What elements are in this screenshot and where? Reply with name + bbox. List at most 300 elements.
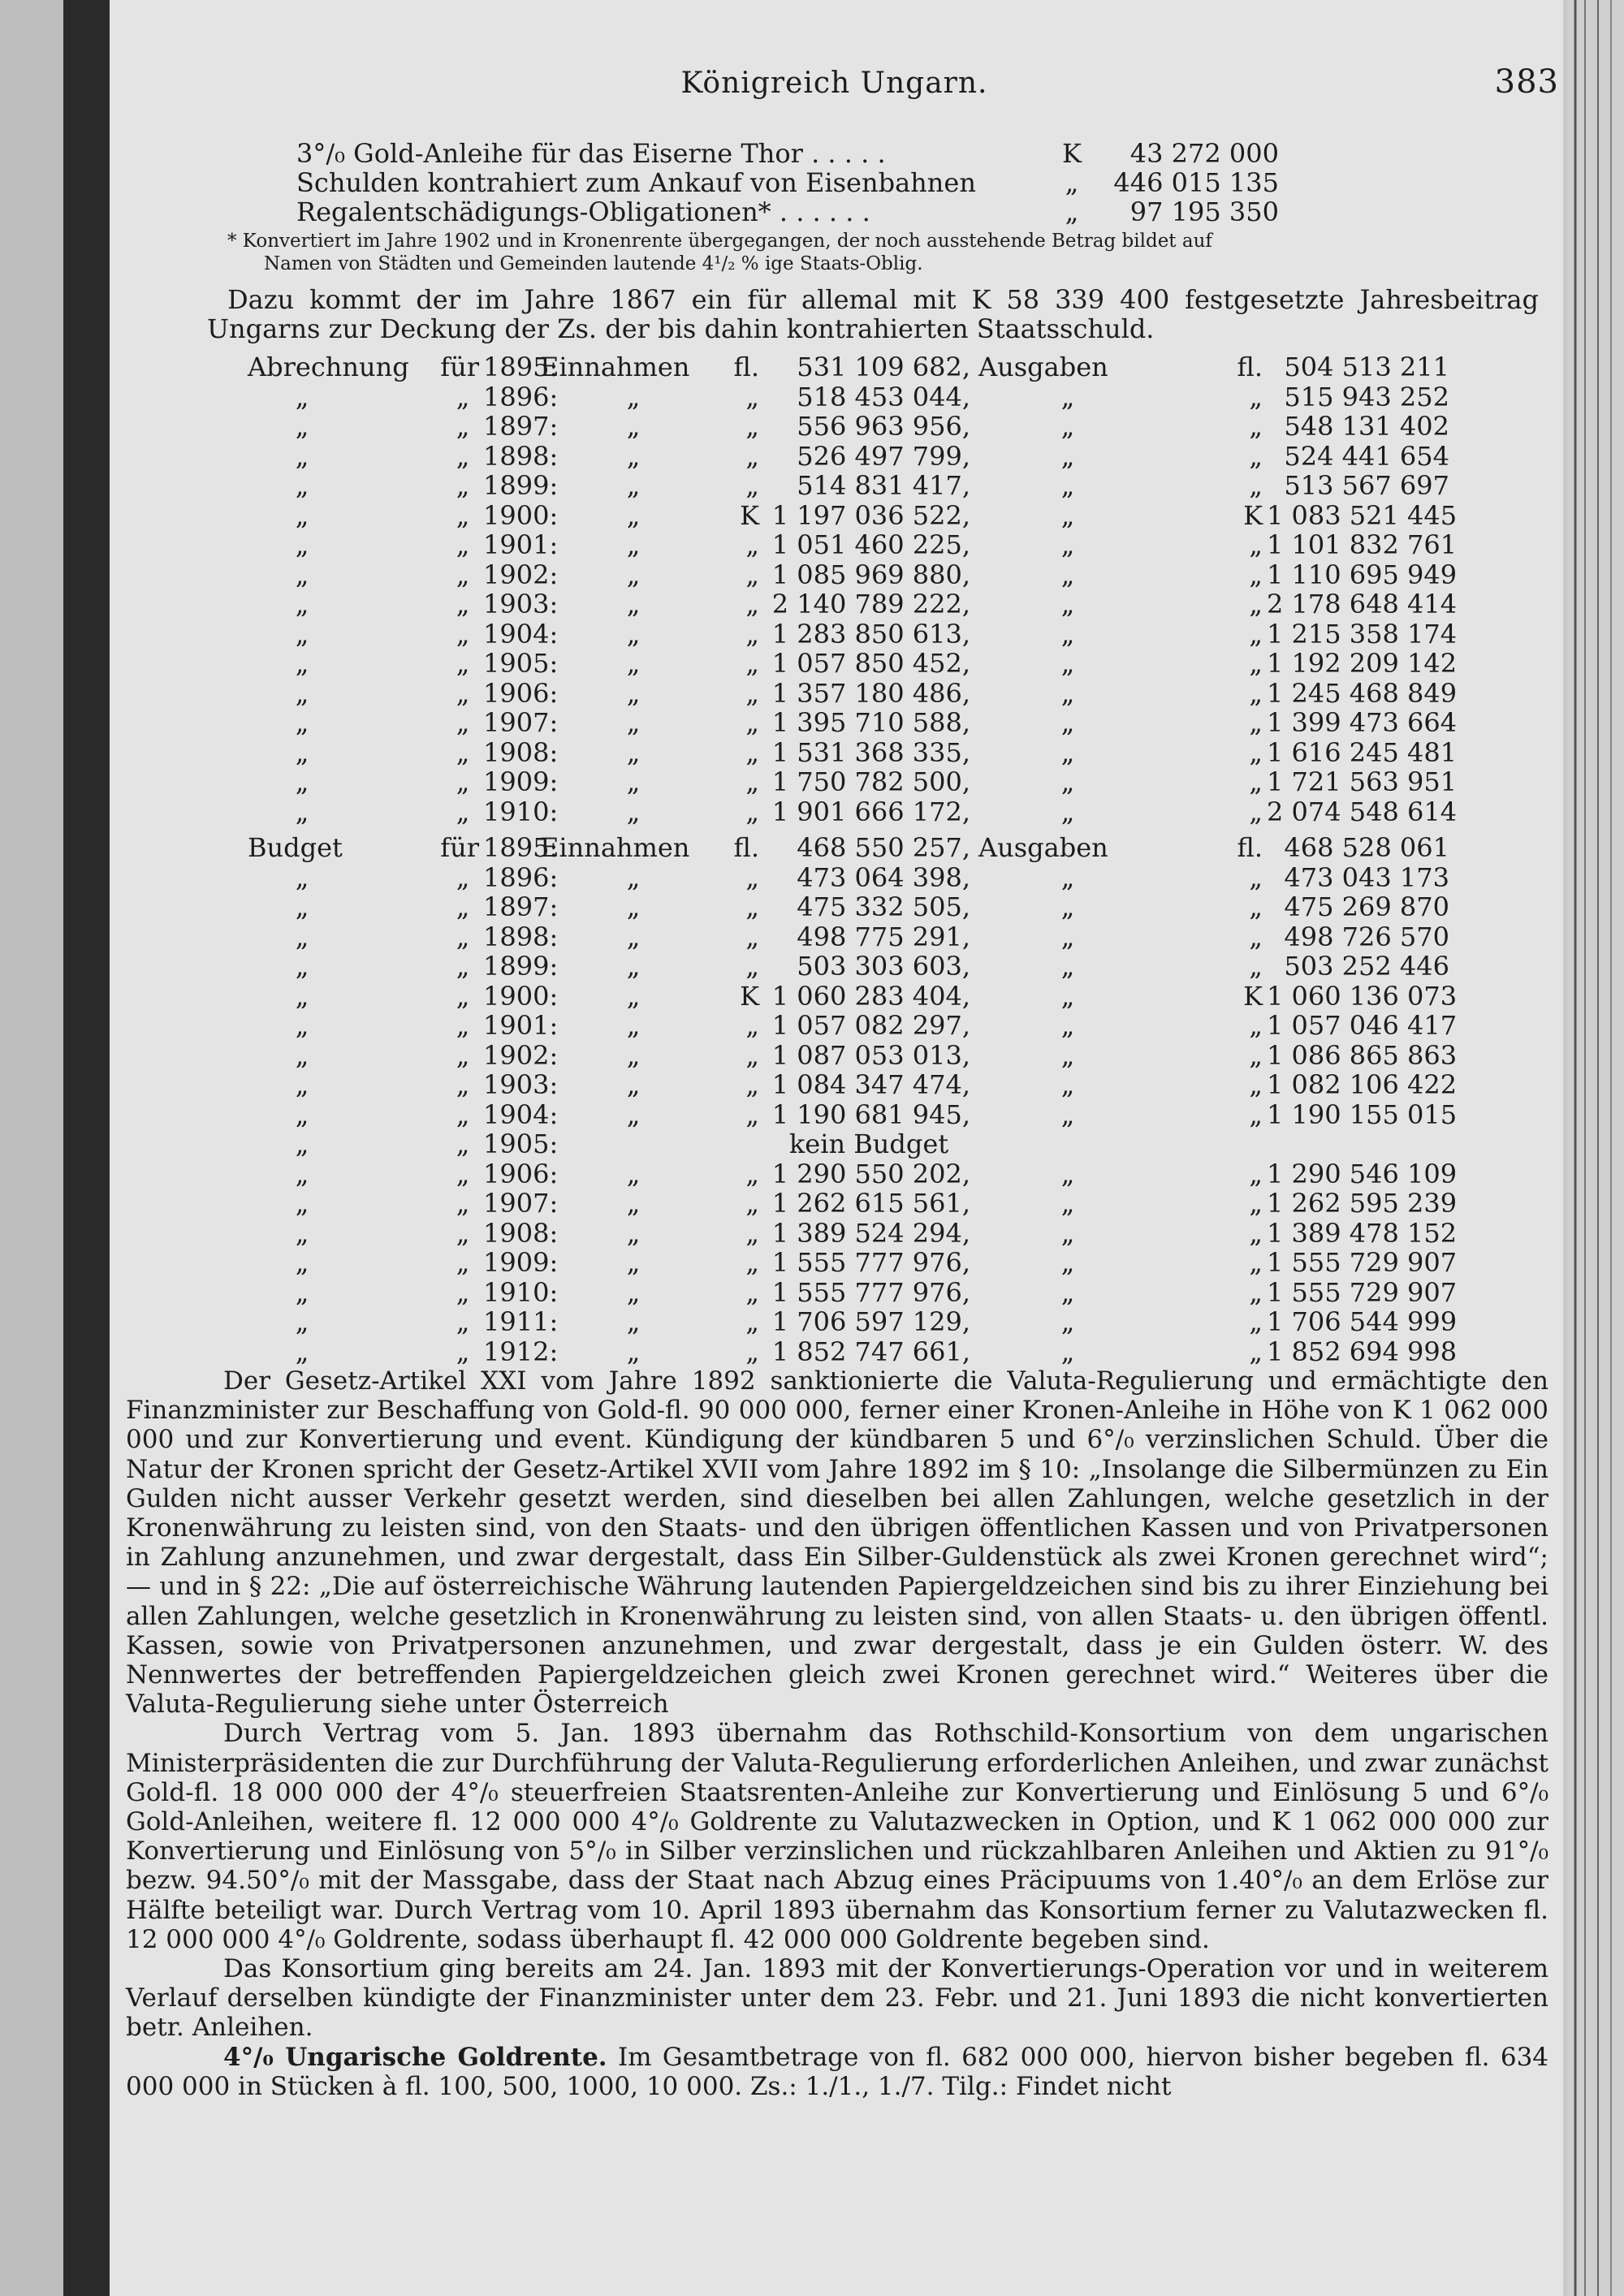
income-currency: „ (745, 921, 759, 952)
outlay-value: 524 441 654 (1284, 440, 1449, 472)
outlay-value: 1 086 865 863 (1267, 1039, 1458, 1071)
income-currency: „ (745, 861, 759, 893)
year-cell: 1903: (483, 1069, 559, 1100)
ditto-mark: „ (295, 1306, 309, 1337)
outlay-currency: „ (1249, 1188, 1263, 1219)
einnahmen-label: Einnahmen (540, 832, 690, 863)
income-currency: K (740, 980, 759, 1012)
ditto-mark: „ (1060, 440, 1075, 472)
table-row (248, 766, 1458, 797)
table-row (248, 648, 1458, 679)
ditto-mark: „ (295, 1247, 309, 1278)
debt-currency: „ (1065, 167, 1079, 198)
debt-list (296, 138, 1433, 226)
binding-strip (63, 0, 110, 2296)
ditto-mark: „ (626, 1247, 641, 1278)
paragraph-valuta-regulierung: Der Gesetz-Artikel XXI vom Jahre 1892 sanktionierte die Valuta-Regulierung und ermächtigte den Finanzminister zur Beschaffung von Gold-fl. 90 000 000, ferner einer Kronen-Anleihe in Höhe von K 1 062 000 000 und zur Konvertierung und event. Kündigung der kündbaren 5 und 6°/₀ verzinslichen Schuld. Über die Natur der Kronen spricht der Gesetz-Artikel XVII vom Jahre 1892 im § 10: „Insolange die Silbermünzen zu Ein Gulden nicht ausser Verkehr gesetzt werden, sind dieselben bei allen Zahlungen, welche gesetzlich in der Kronenwährung zu leisten sind, von den Staats- und den übrigen öffentlichen Kassen und von Privatpersonen in Zahlung anzunehmen, und zwar dergestalt, dass Ein Silber-Guldenstück als zwei Kronen gerechnet wird“; — und in § 22: „Die auf österreichische Währung lautenden Papiergeldzeichen sind bis zu ihrer Einziehung bei allen Zahlungen, welche gesetzlich in Kronenwährung zu leisten sind, von allen Staats- u. den übrigen öffentl. Kassen, sowie von Privatpersonen anzunehmen, und zwar dergestalt, dass je ein Gulden österr. W. des Nennwertes der betreffenden Papiergeldzeichen gleich zwei Kronen gerechnet wird.“ Weiteres über die Valuta-Regulierung siehe unter Österreich (126, 1366, 1548, 1720)
income-currency: „ (745, 707, 759, 738)
table-row (248, 951, 1449, 982)
debt-currency: K (1062, 138, 1082, 169)
outlay-currency: „ (1249, 440, 1263, 472)
income-currency: „ (745, 766, 759, 797)
outlay-currency: fl. (1237, 352, 1263, 382)
ditto-mark: „ (1060, 736, 1075, 768)
income-value: 1 190 681 945, (771, 1098, 970, 1130)
income-value: 518 453 044, (797, 381, 970, 412)
ditto-mark: „ (456, 861, 470, 893)
paragraph-konvertierung: Das Konsortium ging bereits am 24. Jan. 1893 mit der Konvertierungs-Operation vor und in weiterem Verlauf derselben kündigte der Finanzminister unter dem 23. Febr. und 21. Juni 1893 die nicht konvertierten betr. Anleihen. (126, 1954, 1548, 2043)
ditto-mark: „ (626, 1010, 641, 1041)
year-cell: 1898: (483, 921, 559, 952)
income-value: 526 497 799, (797, 440, 970, 472)
year-cell: 1905: (483, 1129, 559, 1159)
income-value: 1 057 082 297, (771, 1010, 970, 1041)
ditto-mark: „ (1060, 559, 1075, 590)
outlay-currency: „ (1249, 891, 1263, 922)
ditto-mark: „ (456, 980, 470, 1012)
income-value: 1 051 460 225, (771, 529, 970, 560)
debt-amount: 97 195 350 (1129, 196, 1279, 227)
income-value: 1 555 777 976, (771, 1247, 970, 1278)
outlay-value: 504 513 211 (1284, 352, 1449, 382)
ditto-mark: „ (626, 1336, 641, 1367)
footnote-line: Namen von Städten und Gemeinden lautende 4¹/₂ % ige Staats-Oblig. (264, 253, 923, 274)
ditto-mark: „ (626, 499, 641, 531)
outlay-value: 513 567 697 (1284, 470, 1449, 501)
intro-text: Dazu kommt der im Jahre 1867 ein für allemal mit K 58 339 400 festgesetzte Jahresbeitrag Ungarns zur Deckung der Zs. der bis dahin kontrahierten Staatsschuld. (207, 284, 1539, 344)
ditto-mark: „ (456, 381, 470, 412)
ditto-mark: „ (626, 1069, 641, 1100)
ditto-mark: „ (456, 411, 470, 442)
outlay-value: 498 726 570 (1284, 921, 1449, 952)
income-value: 1 085 969 880, (771, 559, 970, 590)
ditto-mark: „ (626, 1306, 641, 1337)
year-cell: 1907: (483, 707, 559, 738)
einnahmen-label: Einnahmen (540, 352, 690, 382)
ditto-mark: „ (295, 1336, 309, 1367)
ditto-mark: „ (1060, 1010, 1075, 1041)
outlay-currency: „ (1249, 470, 1263, 501)
page-number: 383 (1494, 63, 1559, 101)
outlay-currency: „ (1249, 861, 1263, 893)
year-cell: 1905: (483, 648, 559, 679)
page-header (110, 63, 1559, 112)
ditto-mark: „ (626, 707, 641, 738)
income-value: 1 057 850 452, (771, 648, 970, 679)
income-value: 1 555 777 976, (771, 1276, 970, 1308)
ditto-mark: „ (456, 1336, 470, 1367)
table-row (248, 470, 1449, 501)
income-currency: „ (745, 1069, 759, 1100)
ditto-mark: „ (626, 861, 641, 893)
ditto-mark: „ (295, 1069, 309, 1100)
table-row (248, 1188, 1458, 1219)
table-row (248, 891, 1449, 922)
outlay-value: 1 616 245 481 (1267, 736, 1458, 768)
ditto-mark: „ (1060, 891, 1075, 922)
table-row (248, 980, 1458, 1012)
ditto-mark: „ (1060, 766, 1075, 797)
debt-description: Schulden kontrahiert zum Ankauf von Eisenbahnen (296, 167, 976, 198)
ditto-mark: „ (626, 1217, 641, 1249)
ditto-mark: „ (626, 736, 641, 768)
income-currency: „ (745, 1188, 759, 1219)
income-value: 1 750 782 500, (771, 766, 970, 797)
ditto-mark: „ (456, 796, 470, 827)
ditto-mark: „ (456, 470, 470, 501)
table-row (248, 1247, 1458, 1278)
table-row (248, 921, 1449, 952)
year-cell: 1897: (483, 411, 559, 442)
year-cell: 1903: (483, 589, 559, 619)
table-row (248, 1129, 1425, 1159)
goldrente-text: Im Gesamtbetrage von fl. 682 000 000, hiervon bisher begeben fl. 634 000 000 in Stücken à fl. 100, 500, 1000, 10 000. Zs.: 1./1., 1./7. Tilg.: Findet nicht (126, 2042, 1549, 2101)
ditto-mark: „ (626, 1188, 641, 1219)
ditto-mark: „ (626, 677, 641, 709)
income-currency: „ (745, 1098, 759, 1130)
year-cell: 1912: (483, 1336, 559, 1367)
income-currency: „ (745, 1306, 759, 1337)
income-currency: K (740, 499, 759, 531)
outlay-currency: „ (1249, 677, 1263, 709)
outlay-currency: „ (1249, 1010, 1263, 1041)
table-row (248, 1276, 1458, 1308)
year-cell: 1910: (483, 796, 559, 827)
ditto-mark: „ (295, 1039, 309, 1071)
ditto-mark: „ (295, 796, 309, 827)
income-currency: „ (745, 589, 759, 619)
ditto-mark: „ (456, 1158, 470, 1189)
fuer-label: für (440, 352, 479, 382)
ditto-mark: „ (295, 861, 309, 893)
ditto-mark: „ (1060, 1158, 1075, 1189)
income-currency: „ (745, 1039, 759, 1071)
ditto-mark: „ (456, 1039, 470, 1071)
ditto-mark: „ (295, 921, 309, 952)
outlay-value: 1 399 473 664 (1267, 707, 1458, 738)
ditto-mark: „ (456, 1069, 470, 1100)
ditto-mark: „ (1060, 470, 1075, 501)
outlay-value: 1 262 595 239 (1267, 1188, 1458, 1219)
ditto-mark: „ (295, 1188, 309, 1219)
outlay-currency: „ (1249, 1039, 1263, 1071)
ditto-mark: „ (626, 589, 641, 619)
income-currency: „ (745, 559, 759, 590)
footnote-line: * Konvertiert im Jahre 1902 und in Kronenrente übergegangen, der noch ausstehende Betrag bildet auf (227, 231, 1212, 252)
ditto-mark: „ (1060, 1039, 1075, 1071)
year-cell: 1901: (483, 529, 559, 560)
ditto-mark: „ (1060, 1069, 1075, 1100)
ditto-mark: „ (456, 736, 470, 768)
ditto-mark: „ (295, 1158, 309, 1189)
income-value: 1 357 180 486, (771, 677, 970, 709)
ausgaben-label: Ausgaben (978, 832, 1108, 863)
income-currency: „ (745, 736, 759, 768)
ditto-mark: „ (626, 1276, 641, 1308)
income-value: 1 197 036 522, (771, 499, 970, 531)
outlay-value: 1 290 546 109 (1267, 1158, 1458, 1189)
income-currency: „ (745, 1010, 759, 1041)
debt-row (296, 138, 1433, 167)
outlay-value: 1 555 729 907 (1267, 1247, 1458, 1278)
outlay-value: 1 101 832 761 (1267, 529, 1458, 560)
income-value: 503 303 603, (797, 951, 970, 982)
outlay-value: 1 389 478 152 (1267, 1217, 1458, 1249)
ditto-mark: „ (1060, 499, 1075, 531)
income-currency: „ (745, 677, 759, 709)
ditto-mark: „ (1060, 1188, 1075, 1219)
income-currency: „ (745, 411, 759, 442)
outlay-value: 1 215 358 174 (1267, 618, 1458, 650)
ditto-mark: „ (1060, 1336, 1075, 1367)
income-currency: „ (745, 1247, 759, 1278)
outlay-value: 548 131 402 (1284, 411, 1449, 442)
ditto-mark: „ (295, 891, 309, 922)
income-value: 1 060 283 404, (771, 980, 970, 1012)
outlay-currency: „ (1249, 1276, 1263, 1308)
year-cell: 1906: (483, 1158, 559, 1189)
outlay-value: 475 269 870 (1284, 891, 1449, 922)
table-row (248, 440, 1449, 472)
outlay-value: 1 192 209 142 (1267, 648, 1458, 679)
outlay-currency: „ (1249, 559, 1263, 590)
running-title: Königreich Ungarn. (680, 67, 988, 100)
outlay-currency: „ (1249, 648, 1263, 679)
income-currency: „ (745, 470, 759, 501)
ausgaben-label: Ausgaben (978, 352, 1108, 382)
ditto-mark: „ (295, 736, 309, 768)
income-value: 1 531 368 335, (771, 736, 970, 768)
outlay-currency: „ (1249, 411, 1263, 442)
ditto-mark: „ (295, 470, 309, 501)
outlay-value: 503 252 446 (1284, 951, 1449, 982)
budget-table (248, 832, 1458, 1367)
table-row (248, 1217, 1458, 1249)
year-cell: 1895: (483, 352, 559, 382)
income-currency: „ (745, 618, 759, 650)
income-value: 1 901 666 172, (771, 796, 970, 827)
ditto-mark: „ (1060, 1217, 1075, 1249)
ditto-mark: „ (295, 980, 309, 1012)
ditto-mark: „ (1060, 411, 1075, 442)
outlay-value: 1 721 563 951 (1267, 766, 1458, 797)
year-cell: 1902: (483, 1039, 559, 1071)
ditto-mark: „ (626, 796, 641, 827)
ditto-mark: „ (1060, 1098, 1075, 1130)
debt-description: 3°/₀ Gold-Anleihe für das Eiserne Thor . . . . . (296, 138, 886, 169)
outlay-currency: „ (1249, 589, 1263, 619)
ditto-mark: „ (626, 766, 641, 797)
table-row (248, 832, 1449, 863)
ditto-mark: „ (1060, 648, 1075, 679)
table-row (248, 411, 1449, 442)
year-cell: 1899: (483, 470, 559, 501)
outlay-currency: „ (1249, 529, 1263, 560)
ditto-mark: „ (1060, 796, 1075, 827)
ditto-mark: „ (295, 589, 309, 619)
ditto-mark: „ (1060, 589, 1075, 619)
ditto-mark: „ (295, 440, 309, 472)
ditto-mark: „ (626, 1098, 641, 1130)
year-cell: 1895: (483, 832, 559, 863)
ditto-mark: „ (626, 618, 641, 650)
ditto-mark: „ (456, 707, 470, 738)
ditto-mark: „ (1060, 1306, 1075, 1337)
ditto-mark: „ (456, 1129, 470, 1159)
ditto-mark: „ (295, 1098, 309, 1130)
ditto-mark: „ (1060, 951, 1075, 982)
year-cell: 1902: (483, 559, 559, 590)
intro-paragraph (207, 285, 1539, 343)
income-value: 556 963 956, (797, 411, 970, 442)
outlay-currency: „ (1249, 1306, 1263, 1337)
book-page (110, 0, 1563, 2296)
outlay-value: 1 245 468 849 (1267, 677, 1458, 709)
ditto-mark: „ (626, 529, 641, 560)
ditto-mark: „ (626, 411, 641, 442)
ditto-mark: „ (456, 499, 470, 531)
outlay-value: 468 528 061 (1284, 832, 1449, 863)
ditto-mark: „ (1060, 677, 1075, 709)
ditto-mark: „ (456, 1098, 470, 1130)
ditto-mark: „ (456, 677, 470, 709)
outlay-value: 473 043 173 (1284, 861, 1449, 893)
table-row (248, 1069, 1458, 1100)
table-row (248, 381, 1449, 412)
ditto-mark: „ (456, 766, 470, 797)
outlay-value: 2 074 548 614 (1267, 796, 1458, 827)
year-cell: 1909: (483, 1247, 559, 1278)
outlay-value: 1 110 695 949 (1267, 559, 1458, 590)
table-row (248, 707, 1458, 738)
income-currency: fl. (733, 832, 759, 863)
ditto-mark: „ (456, 951, 470, 982)
table-row (248, 589, 1458, 619)
income-value: 475 332 505, (797, 891, 970, 922)
year-cell: 1899: (483, 951, 559, 982)
income-value: 531 109 682, (797, 352, 970, 382)
ditto-mark: „ (295, 1217, 309, 1249)
ditto-mark: „ (626, 951, 641, 982)
outlay-currency: „ (1249, 766, 1263, 797)
debt-description: Regalentschädigungs-Obligationen* . . . . . . (296, 196, 870, 227)
ditto-mark: „ (626, 980, 641, 1012)
outlay-currency: „ (1249, 1336, 1263, 1367)
year-cell: 1909: (483, 766, 559, 797)
ditto-mark: „ (626, 559, 641, 590)
ditto-mark: „ (626, 440, 641, 472)
debt-currency: „ (1065, 196, 1079, 227)
footnote (227, 230, 1543, 275)
table-row (248, 1098, 1458, 1130)
table-row (248, 352, 1449, 382)
outlay-value: 1 706 544 999 (1267, 1306, 1458, 1337)
ditto-mark: „ (295, 766, 309, 797)
ditto-mark: „ (1060, 1276, 1075, 1308)
year-cell: 1908: (483, 1217, 559, 1249)
year-cell: 1898: (483, 440, 559, 472)
income-value: 2 140 789 222, (771, 589, 970, 619)
table-row (248, 618, 1458, 650)
ditto-mark: „ (456, 618, 470, 650)
ditto-mark: „ (1060, 1247, 1075, 1278)
income-value: 1 706 597 129, (771, 1306, 970, 1337)
ditto-mark: „ (626, 1158, 641, 1189)
income-value: 1 290 550 202, (771, 1158, 970, 1189)
ditto-mark: „ (456, 1276, 470, 1308)
income-currency: „ (745, 891, 759, 922)
income-value: 1 084 347 474, (771, 1069, 970, 1100)
outlay-value: 1 083 521 445 (1267, 499, 1458, 531)
ditto-mark: „ (456, 529, 470, 560)
debt-row (296, 196, 1433, 226)
table-row (248, 1306, 1458, 1337)
ditto-mark: „ (295, 648, 309, 679)
outlay-currency: K (1243, 499, 1263, 531)
debt-amount: 446 015 135 (1113, 167, 1279, 198)
income-currency: „ (745, 381, 759, 412)
ditto-mark: „ (456, 921, 470, 952)
year-cell: 1906: (483, 677, 559, 709)
outlay-currency: „ (1249, 921, 1263, 952)
outlay-currency: „ (1249, 1069, 1263, 1100)
fuer-label: für (440, 832, 479, 863)
ditto-mark: „ (295, 529, 309, 560)
ditto-mark: „ (295, 677, 309, 709)
income-value: 473 064 398, (797, 861, 970, 893)
ditto-mark: „ (295, 499, 309, 531)
ditto-mark: „ (295, 1010, 309, 1041)
year-cell: 1900: (483, 980, 559, 1012)
income-value: 468 550 257, (797, 832, 970, 863)
ditto-mark: „ (626, 470, 641, 501)
ditto-mark: „ (1060, 921, 1075, 952)
ditto-mark: „ (626, 648, 641, 679)
income-currency: „ (745, 951, 759, 982)
outlay-currency: K (1243, 980, 1263, 1012)
ditto-mark: „ (295, 1276, 309, 1308)
year-cell: 1908: (483, 736, 559, 768)
year-cell: 1897: (483, 891, 559, 922)
ditto-mark: „ (1060, 381, 1075, 412)
table-row (248, 736, 1458, 768)
ditto-mark: „ (1060, 707, 1075, 738)
paragraph-goldrente (126, 2043, 1548, 2101)
outlay-currency: „ (1249, 736, 1263, 768)
outlay-value: 1 057 046 417 (1267, 1010, 1458, 1041)
income-currency: „ (745, 1158, 759, 1189)
ditto-mark: „ (456, 1010, 470, 1041)
table-row (248, 1010, 1458, 1041)
ditto-mark: „ (456, 589, 470, 619)
ditto-mark: „ (456, 891, 470, 922)
year-cell: 1901: (483, 1010, 559, 1041)
year-cell: 1904: (483, 1098, 559, 1130)
outlay-currency: „ (1249, 1098, 1263, 1130)
outlay-currency: „ (1249, 618, 1263, 650)
outlay-value: 1 060 136 073 (1267, 980, 1458, 1012)
goldrente-heading: 4°/₀ Ungarische Goldrente. (223, 2042, 607, 2072)
income-value: 1 283 850 613, (771, 618, 970, 650)
ditto-mark: „ (626, 381, 641, 412)
income-value: 1 389 524 294, (771, 1217, 970, 1249)
outlay-currency: „ (1249, 1158, 1263, 1189)
income-value: 1 852 747 661, (771, 1336, 970, 1367)
income-value: 498 775 291, (797, 921, 970, 952)
ditto-mark: „ (1060, 618, 1075, 650)
ditto-mark: „ (295, 618, 309, 650)
outlay-currency: „ (1249, 1247, 1263, 1278)
